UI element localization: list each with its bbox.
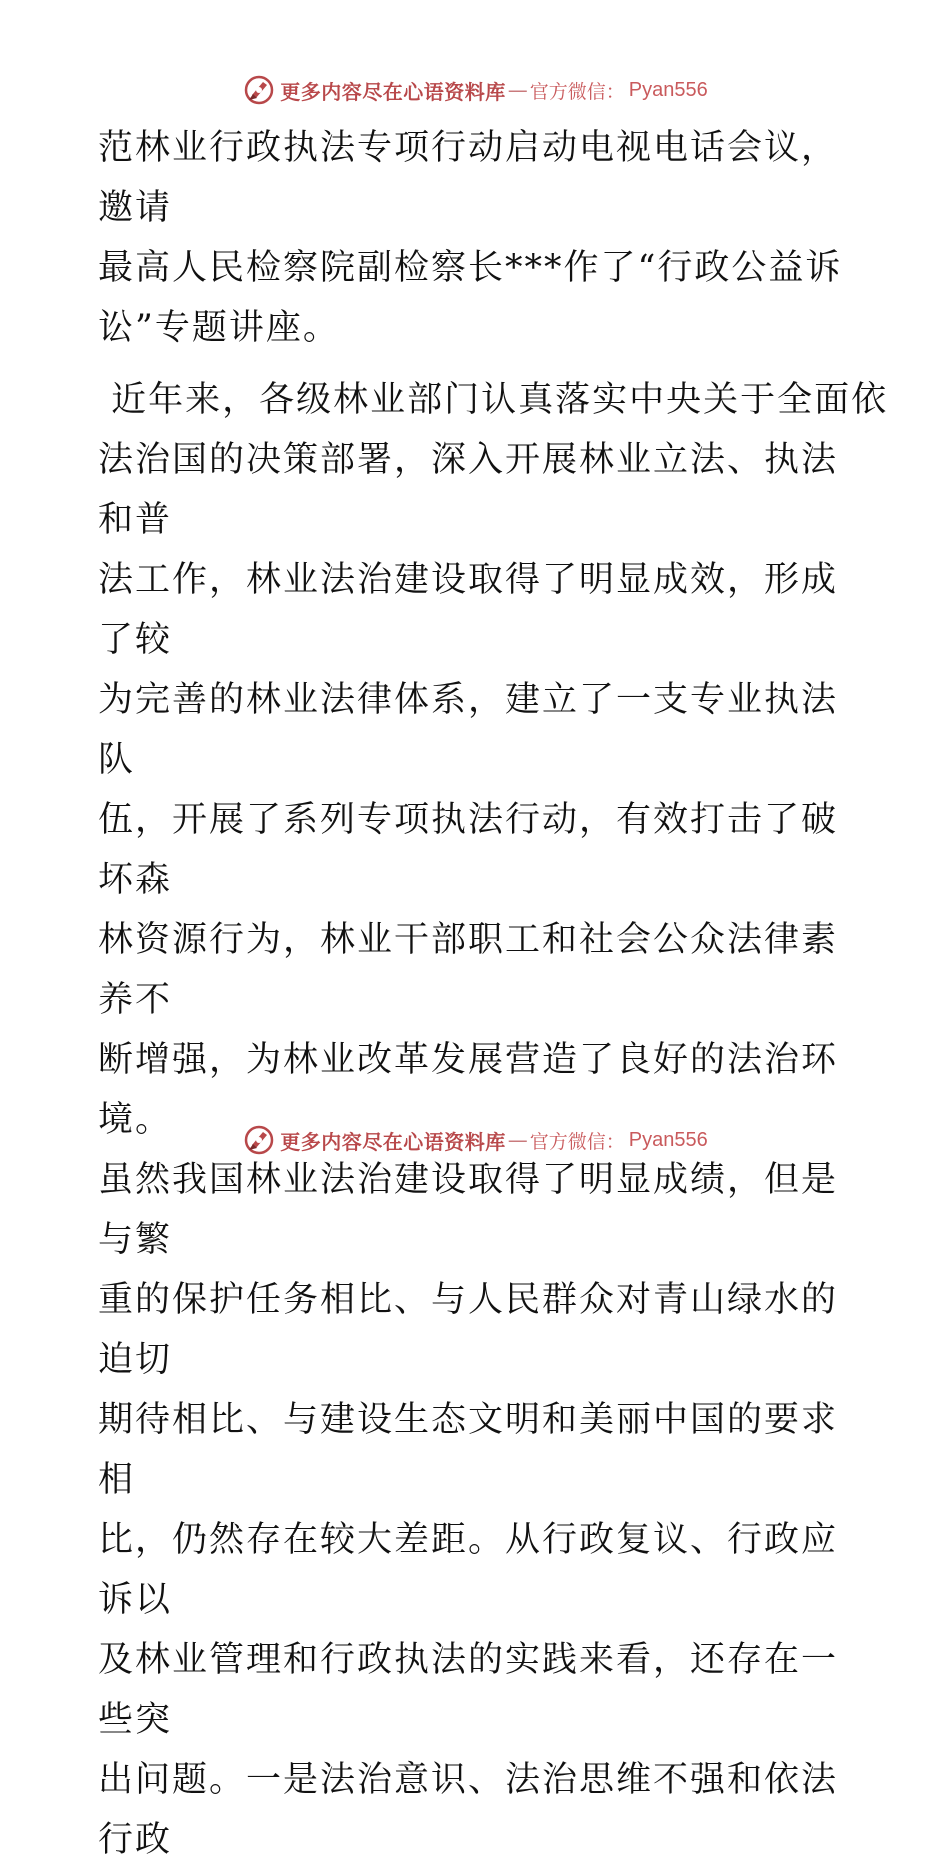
brand-logo-icon [242,73,276,107]
banner-brand-text: 更多内容尽在心语资料库 [280,1129,506,1154]
text-line: 期待相比、与建设生态文明和美丽中国的要求相 [98,1400,839,1500]
footer-banner [0,1120,950,1160]
banner-wechat-id: Pyan556 [628,78,708,101]
header-banner [0,70,950,110]
text-line: 比，仍然存在较大差距。从行政复议、行政应诉以 [98,1520,839,1620]
text-line: 法工作，林业法治建设取得了明显成效，形成了较 [98,560,839,660]
banner-wechat-label: 官方微信： [529,1130,625,1153]
text-line: 范林业行政执法专项行动启动电视电话会议，邀请 [98,128,839,228]
document-body [98,118,889,1870]
banner-brand-text: 更多内容尽在心语资料库 [280,79,506,104]
paragraph-1 [98,118,858,358]
text-line: 讼”专题讲座。 [98,308,340,348]
paragraph-gap [98,358,858,370]
text-line: 最高人民检察院副检察长***作了“行政公益诉 [98,248,843,288]
brand-logo-icon [242,1123,276,1157]
banner-separator: — [507,78,528,102]
text-line: 法治国的决策部署，深入开展林业立法、执法和普 [98,440,839,540]
text-line: 断增强，为林业改革发展营造了良好的法治环境。 [98,1040,839,1140]
text-line: 及林业管理和行政执法的实践来看，还存在一些突 [98,1640,839,1740]
text-line: 林资源行为，林业干部职工和社会公众法律素养不 [98,920,839,1020]
banner-wechat-label: 官方微信： [529,80,625,103]
text-line: 重的保护任务相比、与人民群众对青山绿水的迫切 [98,1280,839,1380]
banner-separator: — [507,1128,528,1152]
banner-wechat-id: Pyan556 [628,1128,708,1151]
text-line: 虽然我国林业法治建设取得了明显成绩，但是与繁 [98,1160,839,1260]
text-line: 伍，开展了系列专项执法行动，有效打击了破坏森 [98,800,839,900]
text-line: 为完善的林业法律体系，建立了一支专业执法队 [98,680,839,780]
text-line: 出问题。一是法治意识、法治思维不强和依法行政 [98,1760,839,1860]
text-line: 近年来，各级林业部门认真落实中央关于全面依 [98,380,889,420]
